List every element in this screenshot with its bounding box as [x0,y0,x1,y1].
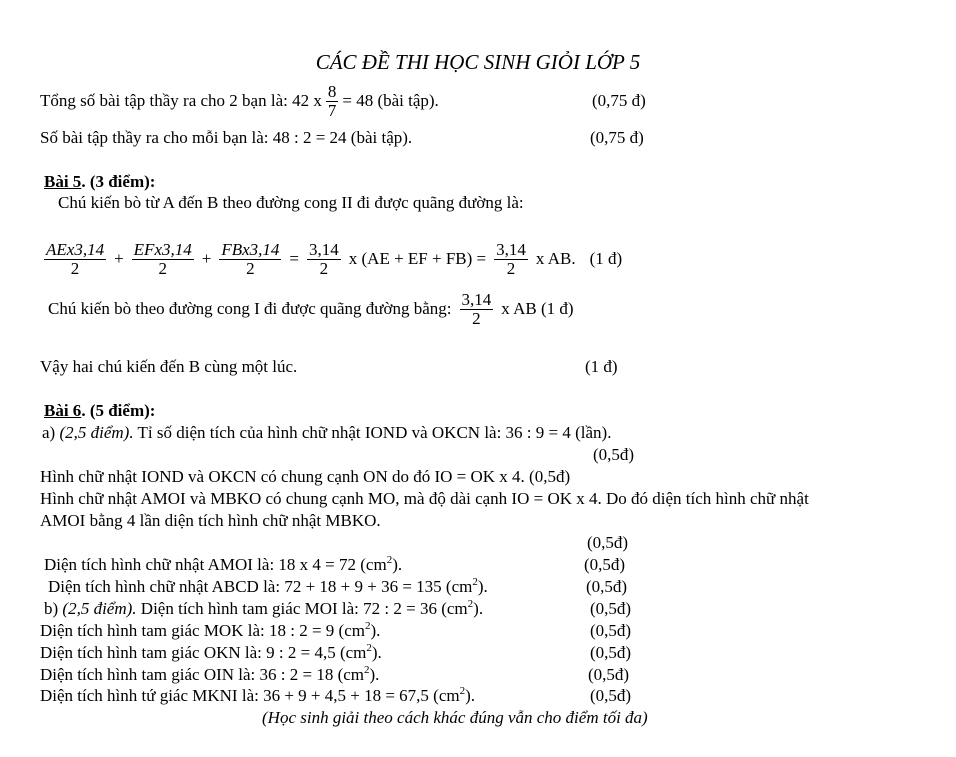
bai6-amoi-score: (0,5đ) [587,533,629,552]
superscript: 2 [467,598,474,610]
fraction-numerator: 3,14 [309,239,339,259]
equals-sign: = [289,249,300,268]
area-mkni-text: Diện tích hình tứ giác MKNI là: 36 + 9 + 4,5 + 18 = 67,5 (cm [40,686,460,705]
fraction-denominator: 2 [158,258,167,278]
fraction-numerator: FBx3,14 [221,239,280,259]
area-mok-score: (0,5đ) [590,621,632,640]
part-b-label: b) [44,599,63,618]
curve1-text: Chú kiến bò theo đường cong I đi được quãng đường bằng: [48,299,452,318]
area-abcd-line [48,577,488,597]
plus-sign: + [201,249,212,268]
equation-tail: x AB. [535,249,576,268]
bai6-line-amoi-1: Hình chữ nhật AMOI và MBKO có chung cạnh MO, mà độ dài cạnh IO = OK x 4. Do đó diện tích hình chữ nhật [40,489,809,508]
area-moi-line [44,599,483,619]
bai6-a-line [42,423,611,443]
superscript: 2 [364,664,370,676]
area-oin-line [40,665,379,685]
area-oin-text: Diện tích hình tam giác OIN là: 36 : 2 = 18 (cm [40,665,365,684]
bai5-intro: Chú kiến bò từ A đến B theo đường cong II đi được quãng đường là: [58,193,524,212]
total-exercises-line [40,80,439,122]
each-student-line: Số bài tập thầy ra cho mỗi bạn là: 48 : 2 = 24 (bài tập). [40,128,413,147]
area-mkni-score: (0,5đ) [590,686,632,705]
fraction-denominator: 2 [319,258,329,278]
area-amoi-end: ). [392,555,403,574]
area-abcd-score: (0,5đ) [586,577,628,596]
area-okn-end: ). [371,643,382,662]
fraction-numerator: 8 [327,81,337,101]
area-mkni-end: ). [465,686,476,705]
superscript: 2 [364,620,371,632]
total-exercises-result: = 48 (bài tập). [342,91,439,110]
fraction-numerator: AEx3,14 [46,239,105,259]
bai6-heading [44,401,155,421]
area-moi-end: ). [473,599,484,618]
area-amoi-score: (0,5đ) [584,555,626,574]
bai5-eq-score: (1 đ) [589,249,623,268]
bai5-heading-label: Bài 5 [44,172,82,191]
footnote: (Học sinh giải theo cách khác đúng vẫn cho điểm tối đa) [262,708,648,727]
bai5-heading-points: . (3 điểm): [81,172,156,191]
bai6-heading-points: . (5 điểm): [81,401,156,420]
bai5-heading [44,172,155,192]
bai5-equation [40,236,622,282]
page-title: CÁC ĐỀ THI HỌC SINH GIỎI LỚP 5 [315,50,641,74]
bai6-line-amoi-2: AMOI bằng 4 lần diện tích hình chữ nhật MBKO. [40,511,381,530]
area-abcd-end: ). [477,577,488,596]
area-mok-end: ). [370,621,381,640]
area-mok-line [40,621,380,641]
superscript: 2 [366,642,372,654]
fraction-denominator: 2 [472,308,481,328]
score-line1: (0,75 đ) [592,91,646,110]
fraction-fb [219,241,281,278]
fraction-ef [132,241,194,278]
area-abcd-text: Diện tích hình chữ nhật ABCD là: 72 + 18 + 9 + 36 = 135 (cm [48,577,473,596]
fraction-numerator: 3,14 [461,289,492,309]
area-okn-line [40,643,382,663]
fraction-denominator: 2 [506,258,516,278]
bai5-curve1-line [48,286,574,332]
area-mkni-line [40,686,475,706]
bai5-conclusion: Vậy hai chú kiến đến B cùng một lúc. [40,357,298,376]
area-oin-score: (0,5đ) [588,665,630,684]
part-b-points: (2,5 điểm). [62,599,137,618]
area-moi-score: (0,5đ) [590,599,632,618]
area-amoi-line [44,555,402,575]
fraction-8-7 [326,83,339,120]
superscript: 2 [472,576,478,588]
part-a-label: a) [42,423,60,442]
part-a-points: (2,5 điểm). [59,423,134,442]
curve1-result: x AB (1 đ) [501,299,574,318]
fraction-314-a [307,241,341,278]
fraction-denominator: 2 [246,258,255,278]
fraction-ae [44,241,106,278]
part-a-text: Tỉ số diện tích của hình chữ nhật IOND và OKCN là: 36 : 9 = 4 (lần). [133,423,612,442]
bai6-heading-label: Bài 6 [44,401,82,420]
area-okn-text: Diện tích hình tam giác OKN là: 9 : 2 = 4,5 (cm [40,643,367,662]
fraction-314-b [494,241,528,278]
bai6-line-ion: Hình chữ nhật IOND và OKCN có chung cạnh ON do đó IO = OK x 4. (0,5đ) [40,467,571,486]
area-okn-score: (0,5đ) [590,643,632,662]
fraction-numerator: EFx3,14 [133,239,192,259]
area-moi-text: Diện tích hình tam giác MOI là: 72 : 2 = 36 (cm [136,599,468,618]
fraction-denominator: 2 [70,258,80,278]
bai6-a-score: (0,5đ) [593,445,635,464]
superscript: 2 [386,554,393,566]
fraction-denominator: 7 [327,100,337,120]
area-amoi-text: Diện tích hình chữ nhật AMOI là: 18 x 4 = 72 (cm [44,555,387,574]
fraction-314-c [460,291,494,328]
fraction-numerator: 3,14 [496,239,526,259]
plus-sign: + [114,249,124,268]
bai5-conclusion-score: (1 đ) [585,357,618,376]
total-exercises-text: Tổng số bài tập thầy ra cho 2 bạn là: 42 x [40,91,322,110]
equation-middle: x (AE + EF + FB) = [348,249,487,268]
area-oin-end: ). [369,665,380,684]
superscript: 2 [459,685,466,697]
area-mok-text: Diện tích hình tam giác MOK là: 18 : 2 = 9 (cm [40,621,365,640]
score-line2: (0,75 đ) [590,128,644,147]
